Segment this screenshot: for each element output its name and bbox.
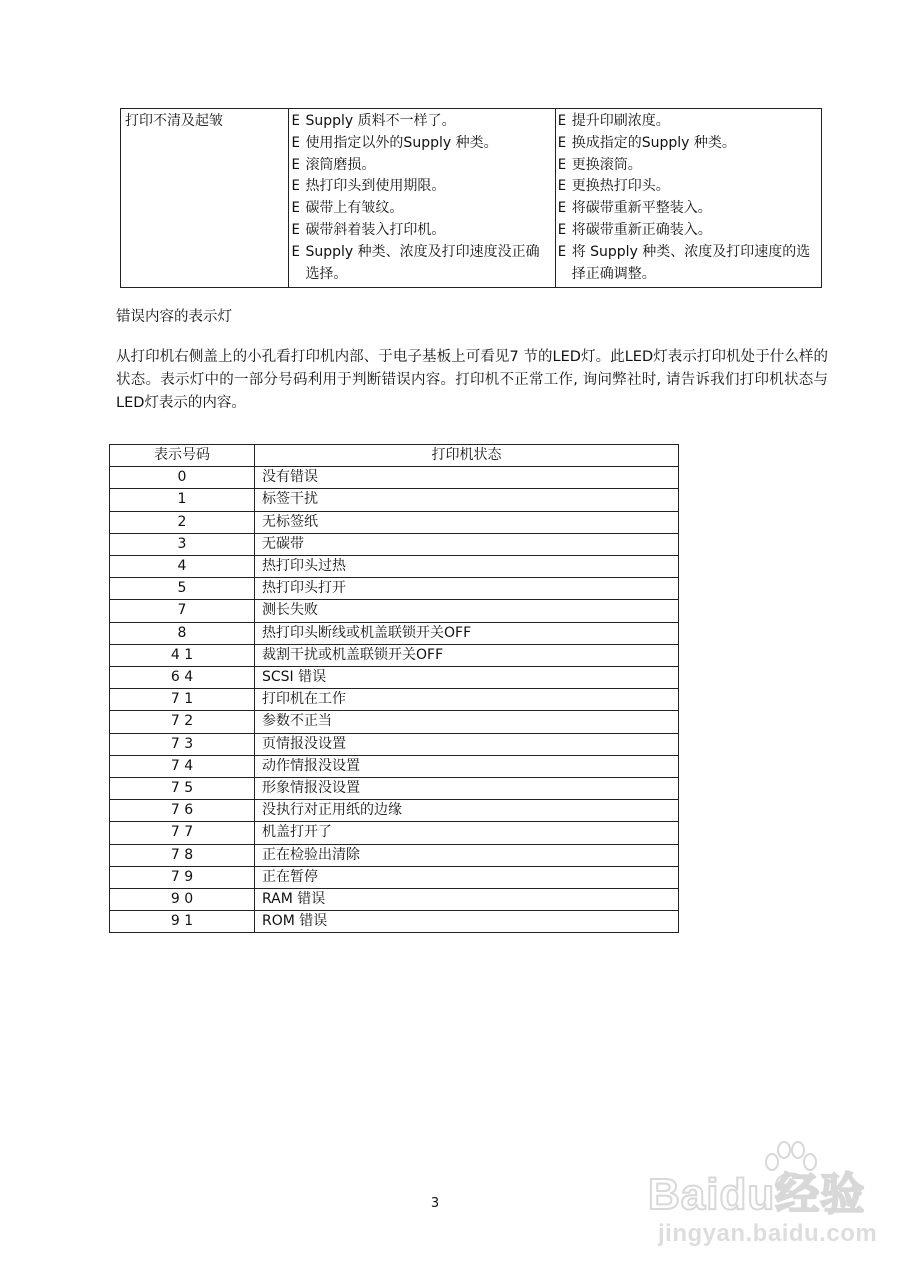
led-table-row [110, 733, 679, 755]
printer-state-cell: 热打印头断线或机盖联锁开关OFF [255, 622, 679, 644]
bullet-glyph: E [291, 178, 300, 195]
led-code-cell: 3 [110, 533, 255, 555]
led-table-row [110, 578, 679, 600]
printer-state-cell: 无碳带 [255, 533, 679, 555]
remedy-text: 换成指定的Supply 种类。 [571, 134, 736, 151]
led-table-row [110, 822, 679, 844]
led-table-row [110, 489, 679, 511]
led-code-cell: 7 1 [110, 689, 255, 711]
remedy-text: 将 Supply 种类、浓度及打印速度的选择正确调整。 [571, 243, 811, 282]
bullet-glyph: E [291, 113, 300, 129]
remedy-item [558, 111, 817, 133]
printer-state-cell: 热打印头过热 [255, 556, 679, 578]
trouble-table [120, 108, 822, 288]
led-table-row [110, 889, 679, 911]
header-state: 打印机状态 [255, 445, 679, 467]
bullet-glyph: E [291, 200, 300, 217]
bullet-glyph: E [557, 200, 567, 217]
bullet-glyph: E [557, 178, 567, 195]
remedy-item [558, 176, 817, 198]
cause-item [291, 155, 550, 177]
printer-state-cell: 形象情报没设置 [255, 778, 679, 800]
bullet-glyph: E [557, 243, 567, 260]
printer-state-cell: ROM 错误 [255, 911, 679, 933]
led-table-row [110, 556, 679, 578]
cause-text: Supply 质料不一样了。 [305, 113, 456, 129]
cause-text: 热打印头到使用期限。 [305, 178, 446, 195]
led-code-cell: 7 [110, 600, 255, 622]
led-table-row [110, 844, 679, 866]
page-number: 3 [430, 1196, 440, 1211]
remedy-item [558, 155, 817, 177]
led-table-row [110, 866, 679, 888]
led-table-row [110, 667, 679, 689]
led-code-cell: 4 1 [110, 644, 255, 666]
watermark-logo: Baidu经验 [648, 1170, 866, 1219]
baidu-watermark [640, 1140, 890, 1270]
printer-state-cell: 正在暂停 [255, 866, 679, 888]
trouble-row [121, 109, 822, 288]
remedy-text: 更换热打印头。 [571, 178, 670, 195]
led-code-cell: 8 [110, 622, 255, 644]
led-code-cell: 7 5 [110, 778, 255, 800]
printer-state-cell: RAM 错误 [255, 889, 679, 911]
cause-item [291, 133, 550, 155]
led-table-row [110, 711, 679, 733]
led-code-cell: 4 [110, 556, 255, 578]
bullet-glyph: E [557, 113, 567, 129]
led-table-row [110, 755, 679, 777]
cause-text: 使用指定以外的Supply 种类。 [305, 134, 498, 151]
remedy-item [558, 220, 817, 242]
section-title: 错误内容的表示灯 [116, 309, 232, 325]
remedy-text: 提升印刷浓度。 [571, 113, 670, 129]
printer-state-cell: 页情报没设置 [255, 733, 679, 755]
causes-cell [289, 109, 555, 288]
remedy-text: 更换滚筒。 [571, 156, 642, 173]
printer-state-cell: 机盖打开了 [255, 822, 679, 844]
printer-state-cell: 热打印头打开 [255, 578, 679, 600]
remedy-text: 将碳带重新正确装入。 [571, 221, 712, 238]
led-table-row [110, 533, 679, 555]
printer-state-cell: 动作情报没设置 [255, 755, 679, 777]
cause-item [291, 242, 550, 286]
watermark-url: jingyan.baidu.com [658, 1220, 878, 1247]
led-table-row [110, 778, 679, 800]
header-code: 表示号码 [110, 445, 255, 467]
printer-state-cell: 没执行对正用纸的边缘 [255, 800, 679, 822]
led-code-cell: 1 [110, 489, 255, 511]
led-table-row [110, 644, 679, 666]
remedy-item [558, 242, 817, 286]
led-code-cell: 2 [110, 511, 255, 533]
led-table-row [110, 622, 679, 644]
symptom-cell: 打印不清及起皱 [121, 109, 289, 288]
remedy-item [558, 198, 817, 220]
cause-item [291, 198, 550, 220]
printer-state-cell: SCSI 错误 [255, 667, 679, 689]
printer-state-cell: 打印机在工作 [255, 689, 679, 711]
remedy-text: 将碳带重新平整装入。 [571, 200, 712, 217]
cause-text: 碳带斜着装入打印机。 [305, 221, 446, 238]
led-code-cell: 7 2 [110, 711, 255, 733]
cause-item [291, 176, 550, 198]
cause-text: 滚筒磨损。 [305, 156, 376, 173]
printer-state-cell: 正在检验出清除 [255, 844, 679, 866]
led-status-table [109, 444, 679, 933]
led-table-row [110, 911, 679, 933]
led-table-row [110, 689, 679, 711]
cause-text: Supply 种类、浓度及打印速度没正确选择。 [305, 243, 540, 282]
led-code-cell: 7 6 [110, 800, 255, 822]
bullet-glyph: E [291, 221, 300, 238]
remedies-cell [555, 109, 821, 288]
led-code-cell: 6 4 [110, 667, 255, 689]
bullet-glyph: E [557, 221, 567, 238]
led-table-row [110, 800, 679, 822]
printer-state-cell: 参数不正当 [255, 711, 679, 733]
bullet-glyph: E [557, 156, 567, 173]
bullet-glyph: E [291, 156, 300, 173]
printer-state-cell: 无标签纸 [255, 511, 679, 533]
printer-state-cell: 没有错误 [255, 467, 679, 489]
cause-item [291, 111, 550, 133]
led-code-cell: 7 3 [110, 733, 255, 755]
led-code-cell: 0 [110, 467, 255, 489]
led-code-cell: 7 4 [110, 755, 255, 777]
cause-text: 碳带上有皱纹。 [305, 200, 404, 217]
led-code-cell: 7 9 [110, 866, 255, 888]
led-code-cell: 5 [110, 578, 255, 600]
bullet-glyph: E [291, 134, 300, 151]
section-paragraph: 从打印机右侧盖上的小孔看打印机内部、于电子基板上可看见7 节的LED灯。此LED灯表示打印机处于什么样的状态。表示灯中的一部分号码利用于判断错误内容。打印机不正常工作, 询问弊社时, 请告诉我们打印机状态与LED灯表示的内容。 [116, 349, 828, 411]
led-table-row [110, 511, 679, 533]
led-table-header-row [110, 445, 679, 467]
led-code-cell: 7 7 [110, 822, 255, 844]
led-table-row [110, 467, 679, 489]
printer-state-cell: 裁割干扰或机盖联锁开关OFF [255, 644, 679, 666]
led-table-row [110, 600, 679, 622]
led-code-cell: 9 1 [110, 911, 255, 933]
remedy-item [558, 133, 817, 155]
bullet-glyph: E [557, 134, 567, 151]
led-code-cell: 7 8 [110, 844, 255, 866]
printer-state-cell: 测长失败 [255, 600, 679, 622]
led-code-cell: 9 0 [110, 889, 255, 911]
cause-item [291, 220, 550, 242]
bullet-glyph: E [291, 243, 300, 260]
printer-state-cell: 标签干扰 [255, 489, 679, 511]
